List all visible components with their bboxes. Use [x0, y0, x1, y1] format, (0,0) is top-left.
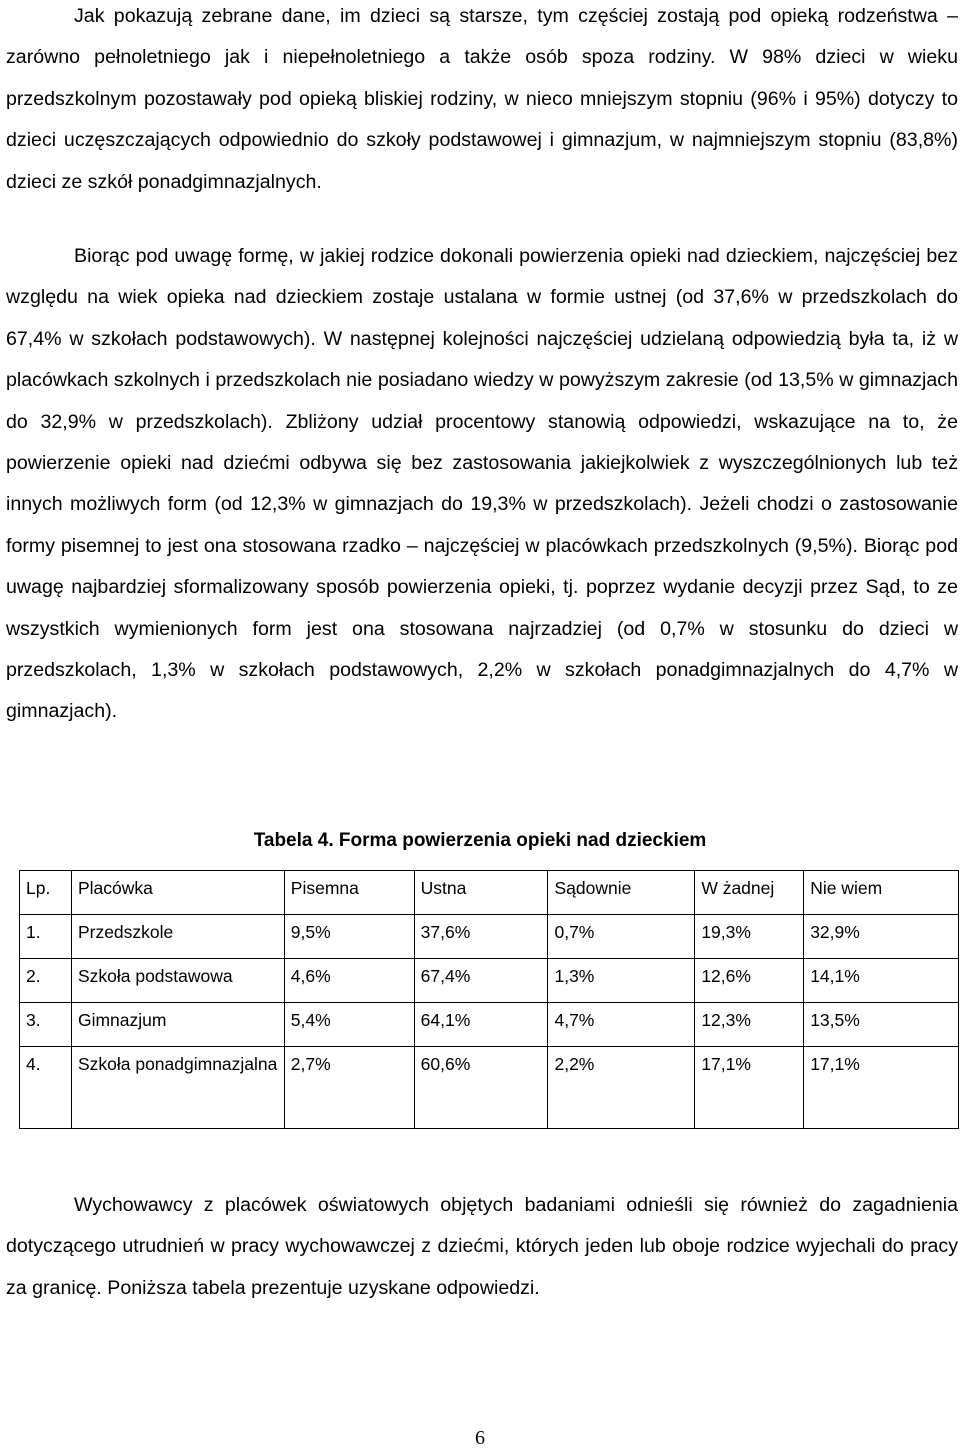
table-cell: 12,3%	[695, 1003, 804, 1047]
paragraph-3: Wychowawcy z placówek oświatowych objętych badaniami odnieśli się również do zagadnienia dotyczącego utrudnień w pracy wychowawczej z dziećmi, których jeden lub oboje rodzice wyjechali do pracy za granicę. Poniższa tabela prezentuje uzyskane odpowiedzi.	[6, 1194, 958, 1299]
table-cell: 13,5%	[804, 1003, 959, 1047]
table-row	[20, 959, 959, 1003]
table-cell: 2,7%	[284, 1047, 414, 1129]
table-cell: 4.	[20, 1047, 72, 1129]
table-cell: 19,3%	[695, 915, 804, 959]
table-cell: 64,1%	[414, 1003, 548, 1047]
table-cell: Szkoła ponadgimnazjalna	[71, 1047, 284, 1129]
header-cell-nie-wiem: Nie wiem	[804, 871, 959, 915]
header-cell-sadownie: Sądownie	[548, 871, 695, 915]
table-cell: Przedszkole	[71, 915, 284, 959]
table-cell: 9,5%	[284, 915, 414, 959]
table-cell: Szkoła podstawowa	[71, 959, 284, 1003]
table-header-row	[20, 871, 959, 915]
table-cell: 1,3%	[548, 959, 695, 1003]
care-form-table	[19, 870, 959, 1129]
table-cell: Gimnazjum	[71, 1003, 284, 1047]
table-cell: 4,6%	[284, 959, 414, 1003]
table-cell: 0,7%	[548, 915, 695, 959]
table-cell: 17,1%	[804, 1047, 959, 1129]
table-cell: 12,6%	[695, 959, 804, 1003]
table-row	[20, 915, 959, 959]
page-number: 6	[475, 1427, 485, 1449]
table-cell: 37,6%	[414, 915, 548, 959]
table-cell: 1.	[20, 915, 72, 959]
paragraph-2: Biorąc pod uwagę formę, w jakiej rodzice dokonali powierzenia opieki nad dzieckiem, najczęściej bez względu na wiek opieka nad dzieckiem zostaje ustalana w formie ustnej (od 37,6% w przedszkolach do 67,4% w szkołach podstawowych). W następnej kolejności najczęściej udzielaną odpowiedzią była ta, iż w placówkach szkolnych i przedszkolach nie posiadano wiedzy w powyższym zakresie (od 13,5% w gimnazjach do 32,9% w przedszkolach). Zbliżony udział procentowy stanowią odpowiedzi, wskazujące na to, że powierzenie opieki nad dziećmi odbywa się bez zastosowania jakiejkolwiek z wyszczególnionych lub też innych możliwych form (od 12,3% w gimnazjach do 19,3% w przedszkolach). Jeżeli chodzi o zastosowanie formy pisemnej to jest ona stosowana rzadko – najczęściej w placówkach przedszkolnych (9,5%). Biorąc pod uwagę najbardziej sformalizowany sposób powierzenia opieki, tj. poprzez wydanie decyzji przez Sąd, to ze wszystkich wymienionych form jest ona stosowana najrzadziej (od 0,7% w stosunku do dzieci w przedszkolach, 1,3% w szkołach podstawowych, 2,2% w szkołach ponadgimnazjalnych do 4,7% w gimnazjach).	[6, 245, 958, 723]
table-cell: 5,4%	[284, 1003, 414, 1047]
table-cell: 3.	[20, 1003, 72, 1047]
table-cell: 14,1%	[804, 959, 959, 1003]
table-cell: 17,1%	[695, 1047, 804, 1129]
table-cell: 67,4%	[414, 959, 548, 1003]
table-row	[20, 1047, 959, 1129]
header-cell-lp: Lp.	[20, 871, 72, 915]
table-caption: Tabela 4. Forma powierzenia opieki nad dzieckiem	[253, 830, 707, 851]
paragraph-1: Jak pokazują zebrane dane, im dzieci są starsze, tym częściej zostają pod opieką rodzeństwa – zarówno pełnoletniego jak i niepełnoletniego a także osób spoza rodziny. W 98% dzieci w wieku przedszkolnym pozostawały pod opieką bliskiej rodziny, w nieco mniejszym stopniu (96% i 95%) dotyczy to dzieci uczęszczających odpowiednio do szkoły podstawowej i gimnazjum, w najmniejszym stopniu (83,8%) dzieci ze szkół ponadgimnazjalnych.	[6, 5, 958, 193]
header-cell-ustna: Ustna	[414, 871, 548, 915]
table-cell: 60,6%	[414, 1047, 548, 1129]
table-cell: 2.	[20, 959, 72, 1003]
header-cell-placowka: Placówka	[71, 871, 284, 915]
header-cell-pisemna: Pisemna	[284, 871, 414, 915]
table-cell: 4,7%	[548, 1003, 695, 1047]
table-cell: 2,2%	[548, 1047, 695, 1129]
table-cell: 32,9%	[804, 915, 959, 959]
table-row	[20, 1003, 959, 1047]
header-cell-w-zadnej: W żadnej	[695, 871, 804, 915]
